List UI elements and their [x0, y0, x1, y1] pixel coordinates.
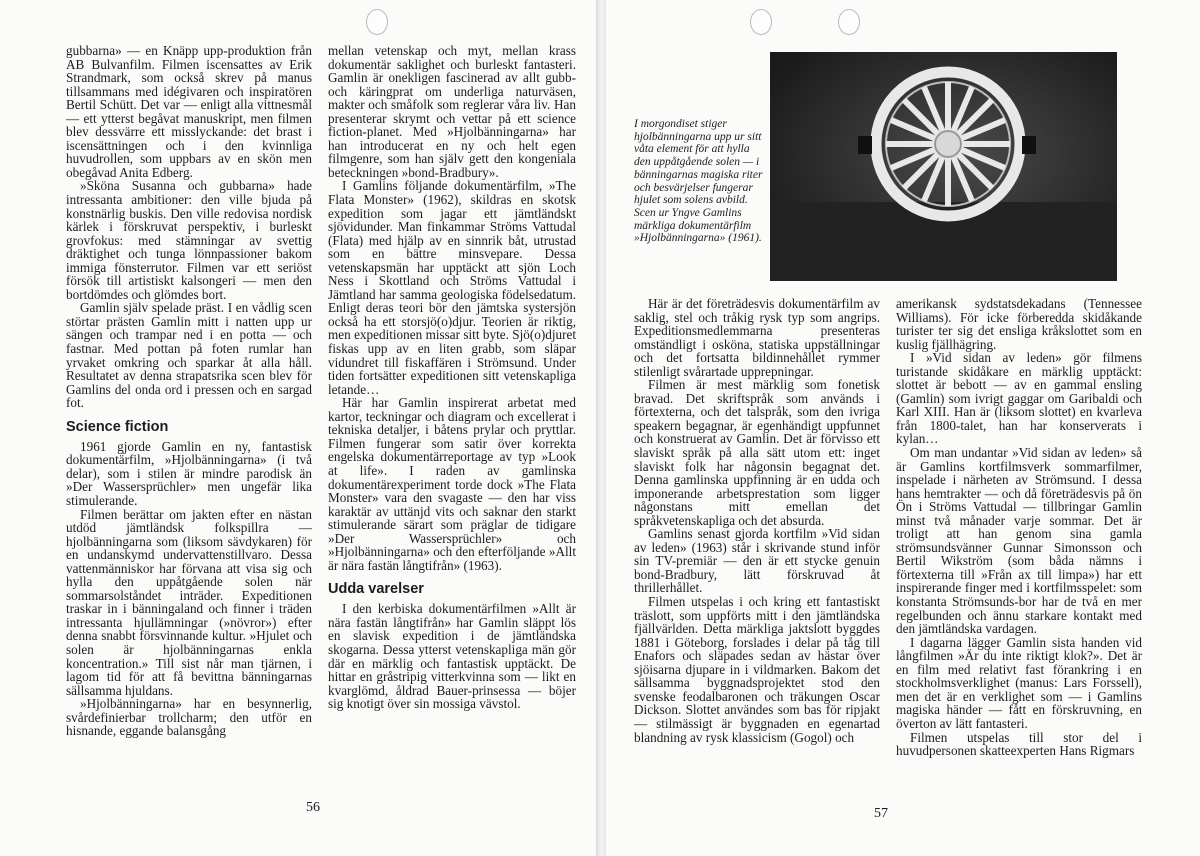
paragraph: I den kerbiska dokumentärfilmen »Allt är nära fastän långtifrån» har Gamlin släppt lös en slavisk expedition i de jämtländska skogarna. Dessa ytterst vetenskapliga män gör där en märklig och fantastisk upptäckt. De hittar en gråstripig vitterkvinna som — likt en kvarglömd, åldrad Bauer-prinsessa — böjer sig knotigt över sin mossiga vävstol. — [328, 601, 576, 712]
section-heading-udda-varelser: Udda varelser — [328, 581, 424, 598]
paragraph: Här är det företrädesvis dokumentärfilm av saklig, stel och tråkig rysk typ som angrips. Expeditionsmedlemmarna presenteras omständligt i osköna, statiska uppställningar och det fortsatta bildinnehållet rymmer stilenligt svårartade upprepningar. — [634, 296, 880, 379]
paragraph: Om man undantar »Vid sidan av leden» så är Gamlins kortfilmsverk sommarfilmer, inspelade i närheten av Strömsund. I dessa hans hemtrakter — och då företrädesvis på ön Ön i Ströms Vattudal — tillbringar Gamlin minst två månader varje sommar. Det är troligt att han genom sina gamla strömsundsvänner Gunnar Simonsson och Bertil Wikström (som båda nämns i förtexterna till »Från ax till limpa») har ett inspirerande finger med i kortfilmsspelet: som konstanta Strömsunds-bor har de två en mer regelbunden och ännu starkare kontakt med den jämtländska vardagen. — [896, 445, 1142, 637]
paragraph: Här har Gamlin inspirerat arbetat med kartor, teckningar och diagram och excellerat i tekniska detaljer, i båtens prylar och pryttlar. Filmen fungerar som satir över korrekta engelska dokumentärreportage av typ »Look at life». I raden av gamlinska dokumentärexperiment torde dock »The Flata Monster» vara den svagaste — den har viss karaktär av uttänjd vits och saknar den starkt stimulerande särart som präglar de tidigare »Der Wassersprüchler» och »Hjolbänningarna» och den efterföljande »Allt är nära fastän långtifrån» (1963). — [328, 395, 576, 573]
page-number-left: 56 — [306, 800, 320, 815]
paragraph: Filmen berättar om jakten efter en nästan utdöd jämtländsk folkspillra — hjolbänningarna som (liksom sävdykaren) för en undanskymd undervattenstillvaro. Dessa vattenmänniskor har förvana att visa sig och hylla den uppåtgående solen när sommarsolståndet inträder. Expeditionen traskar in i bänningaland och finner i träden intressanta hjullämningar (»növror») efter denna snabbt försvinnande kultur. »Hjulet och solen är hjolbänningarnas enkla koncentration.» Till sist når man tjärnen, i lagom tid för att få bevittna bänningarnas sällsamma hjuldans. — [66, 506, 312, 698]
binder-hole-right-1 — [750, 9, 772, 35]
binder-hole-left — [366, 9, 388, 35]
paragraph: Filmen utspelas till stor del i huvudpersonen skatteexperten Hans Rigmars — [896, 729, 1142, 759]
left-page-column-1 — [66, 44, 312, 738]
photo-caption: I morgondiset stiger hjolbänningarna upp ur sitt våta element för att hylla den uppåtgående solen — i bänningarnas magiska riter och besvärjelser fungerar hjulet som solens avbild. Scen ur Yngve Gamlins märkliga dokumentärfilm »Hjolbänningarna» (1961). — [634, 118, 763, 245]
paragraph: »Hjolbänningarna» har en besynnerlig, svårdefinierbar trollcharm; den utför en hisnande, eggande balansgång — [66, 696, 312, 739]
paragraph: »Sköna Susanna och gubbarna» hade intressanta ambitioner: den ville bjuda på konstnärlig buskis. Den ville redovisa nordisk kärlek i förskruvat perspektiv, i burleskt grovfokus: med stämningar av svettig dräktighet och tunga lönnpassioner bakom immiga fönsterrutor. Filmen var ett seriöst försök till artistiskt kalsongeri — men den bortdömdes och glömdes bort. — [66, 178, 312, 302]
wagon-wheel-illustration — [770, 52, 1117, 281]
paragraph: Filmen är mest märklig som fonetisk bravad. Det skriftspråk som används i förtexterna, och det talspråk, som den ivriga speakern begagnar, är egenhändigt uppfunnet och konstruerat av Gamlin. Det är förvisso ett slaviskt språk på alla sätt utom ett: inget slaviskt folk har någonsin begagnat det. Denna gamlinska uppfinning är en udda och imponerande arbetsprestation som ligger någonstans mitt emellan det språkvetenskapliga och det absurda. — [634, 377, 880, 528]
paragraph: I »Vid sidan av leden» gör filmens turistande skidåkare en märklig upptäckt: slottet är bebott — av en gammal ensling (Gamlin) som ivrigt gaggar om Garibaldi och Karl XIII. Han är (liksom slottet) en kvarleva från 1800-talet, han har konserverats i kylan… — [896, 350, 1142, 447]
paragraph: Gamlin själv spelade präst. I en vådlig scen störtar prästen Gamlin mitt i natten upp ur sängen och trampar ned i en potta — och fastnar. Med pottan på foten rumlar han yrvaket omkring och sparkar åt alla håll. Resultatet av denna strapatsrika scen blev för Gamlins del onda ord i pressen och en sargad fot. — [66, 300, 312, 411]
paragraph: amerikansk sydstatsdekadans (Tennessee Williams). För icke förberedda skidåkande turister ter sig det ensliga kråkslottet som en kuslig fjällhägring. — [896, 296, 1142, 352]
section-heading-science-fiction: Science fiction — [66, 418, 169, 435]
paragraph: Filmen utspelas i och kring ett fantastiskt träslott, som uppförts mitt i den jämtländska fjällvärlden. Detta märkliga jaktslott byggdes 1881 i Göteborg, forslades i delar på tåg till Enafors och släpades sedan av hästar över sjöisarna djupare in i vildmarken. Bakom det sällsamma byggnadsprojektet stod den svenske feodalbaronen och träkungen Oscar Dickson. Slottet användes som bas för ripjakt — stilmässigt är byggnaden en egenartad blandning av rysk klassicism (Gogol) och — [634, 594, 880, 745]
paragraph: gubbarna» — en Knäpp upp-produktion från AB Bulvanfilm. Filmen iscensattes av Erik Strandmark, som också skrev på manus tillsammans med idégivaren och inspiratören Bertil Schütt. Det var — enligt alla vittnesmål — ett ytterst begåvat manuskript, men filmen blev dessvärre ett misslyckande: det brast i iscensättningen och i den kvinnliga huvudrollen, som uppbars av en skön men obegåvad Anita Edberg. — [66, 43, 312, 180]
paragraph: 1961 gjorde Gamlin en ny, fantastisk dokumentärfilm, »Hjolbänningarna» (i två delar), som i stilen är mindre parodisk än »Der Wassersprüchler» men ungefär lika stimulerande. — [66, 438, 312, 508]
left-page-column-2 — [328, 44, 576, 711]
paragraph: mellan vetenskap och myt, mellan krass dokumentär saklighet och burleskt fantasteri. Gamlin är onekligen fascinerad av allt gubb- och käringprat om underliga naturväsen, makter och småfolk som reglerar våra liv. Han presenterar skrymt och vettar på ett science fiction-planet. Med »Hjolbänningarna» har han introducerat en ny och helt egen filmgenre, som han själv gett den kongeniala beteckningen »bond-Bradbury». — [328, 43, 576, 180]
wagon-wheel-photo — [770, 52, 1117, 281]
right-page-column-1 — [634, 297, 880, 744]
paragraph: I dagarna lägger Gamlin sista handen vid långfilmen »Är du inte riktigt klok?». Det är en film med relativt fast förankring i en stockholmsverklighet (manus: Lars Forssell), men det är en verklighet som — i Gamlins magiska händer — fått en förskruvning, en överton av lätt fantasteri. — [896, 634, 1142, 731]
paragraph: I Gamlins följande dokumentärfilm, »The Flata Monster» (1962), skildras en skotsk expedition som jagar ett jämtländskt sjövidunder. Man finkammar Ströms Vattudal (Flata) med hjälp av en sinnrik båt, utrustad som en bättre minsvepare. Dessa vetenskapsmän har upptäckt att sjön Loch Ness i Skottland och Ströms Vattudal i Jämtland har samma geologiska födelsedatum. Enligt deras teori bör den jämtska systersjön också ha ett storsjö(o)djur. Teorien är riktig, men expeditionen missar sitt byte. Sjö(o)djuret fiskas upp av en liten grabb, som släpar vidundret till fiskaffären i Strömsund. Under tiden fortsätter expeditionen sitt vetenskapliga letande… — [328, 178, 576, 397]
right-page-column-2 — [896, 297, 1142, 758]
page-number-right: 57 — [874, 806, 888, 821]
binder-hole-right-2 — [838, 9, 860, 35]
paragraph: Gamlins senast gjorda kortfilm »Vid sidan av leden» (1963) står i skrivande stund inför sin TV-premiär — den är ett stycke genuin bond-Bradbury, lätt förskruvad åt thrillerhållet. — [634, 526, 880, 596]
